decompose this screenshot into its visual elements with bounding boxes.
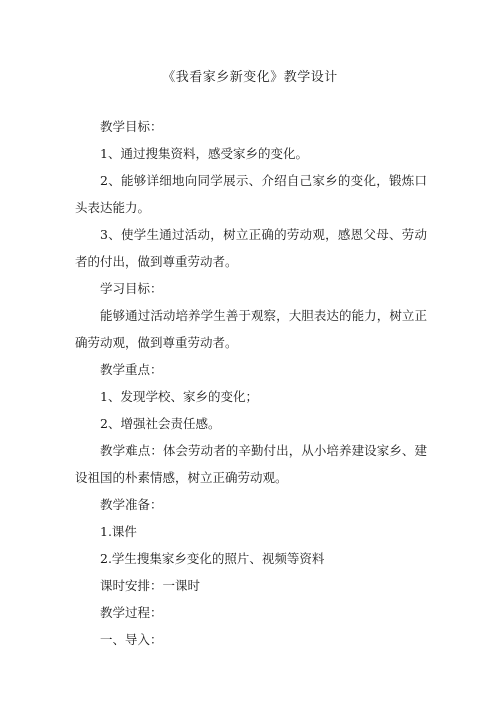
paragraph-process-heading: 教学过程： [100, 605, 163, 620]
paragraph-learning-goals: 能够通过活动培养学生善于观察，大胆表达的能力，树立正确劳动观，做到尊重劳动者。 [75, 308, 427, 350]
paragraph-key-point-1: 1、发现学校、家乡的变化； [100, 389, 258, 404]
paragraph-introduction: 一、导入： [100, 632, 163, 647]
paragraph-schedule: 课时安排：一课时 [100, 578, 201, 593]
paragraph-objective-3: 3、使学生通过活动，树立正确的劳动观，感恩父母、劳动者的付出，做到尊重劳动者。 [75, 227, 427, 269]
paragraph-key-point-2: 2、增强社会责任感。 [100, 416, 221, 431]
paragraph-objective-1: 1、通过搜集资料，感受家乡的变化。 [100, 146, 308, 161]
paragraph-preparation-heading: 教学准备： [100, 497, 163, 512]
paragraph-preparation-2: 2.学生搜集家乡变化的照片、视频等资料 [100, 551, 325, 566]
paragraph-objectives-heading: 教学目标： [100, 119, 163, 134]
document-body [75, 113, 427, 653]
paragraph-objective-2: 2、能够详细地向同学展示、介绍自己家乡的变化，锻炼口头表达能力。 [75, 173, 427, 215]
document-title: 《我看家乡新变化》教学设计 [162, 70, 338, 85]
paragraph-key-points-heading: 教学重点： [100, 362, 163, 377]
paragraph-preparation-1: 1.课件 [100, 524, 137, 539]
paragraph-difficulty: 教学难点：体会劳动者的辛勤付出，从小培养建设家乡、建设祖国的朴素情感，树立正确劳动观。 [75, 443, 427, 485]
paragraph-learning-goals-heading: 学习目标： [100, 281, 163, 296]
